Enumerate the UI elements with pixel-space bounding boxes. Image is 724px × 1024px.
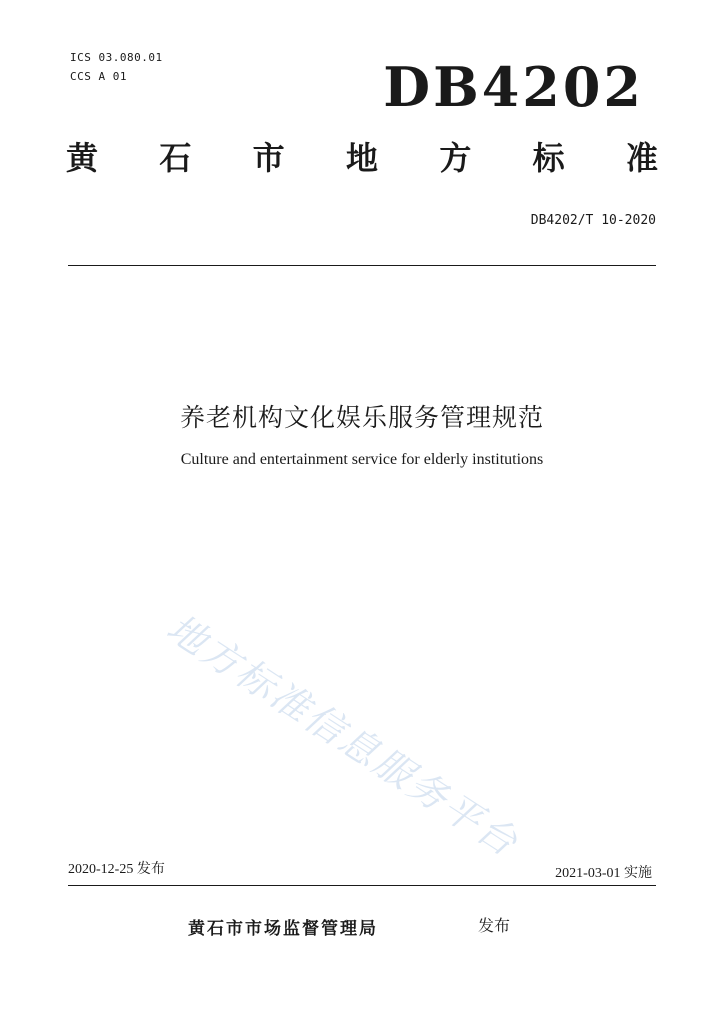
standard-type: [66, 139, 658, 177]
top-divider: [68, 265, 656, 266]
standard-code: DB4202: [383, 55, 644, 119]
document-title-chinese: 养老机构文化娱乐服务管理规范: [179, 403, 544, 432]
standard-type-char: 方: [439, 139, 472, 177]
standard-type-char: 市: [252, 139, 285, 177]
authority-action: 发布: [478, 916, 511, 935]
ics-code: ICS 03.080.01: [70, 51, 163, 64]
watermark: 地方标准信息服务平台: [159, 605, 527, 866]
standard-number: DB4202/T 10-2020: [530, 213, 656, 228]
standard-type-char: 地: [345, 139, 378, 177]
standard-type-char: 标: [532, 139, 565, 177]
bottom-divider: [68, 885, 656, 886]
standard-type-char: 准: [625, 139, 658, 177]
issuing-authority: 黄石市市场监督管理局: [188, 919, 378, 939]
standard-type-char: 石: [159, 139, 192, 177]
ccs-code: CCS A 01: [70, 70, 127, 83]
document-title-english: Culture and entertainment service for elderly institutions: [180, 451, 544, 468]
issue-date: 2020-12-25 发布: [68, 862, 165, 877]
standard-type-char: 黄: [66, 139, 99, 177]
implementation-date: 2021-03-01 实施: [555, 866, 652, 881]
